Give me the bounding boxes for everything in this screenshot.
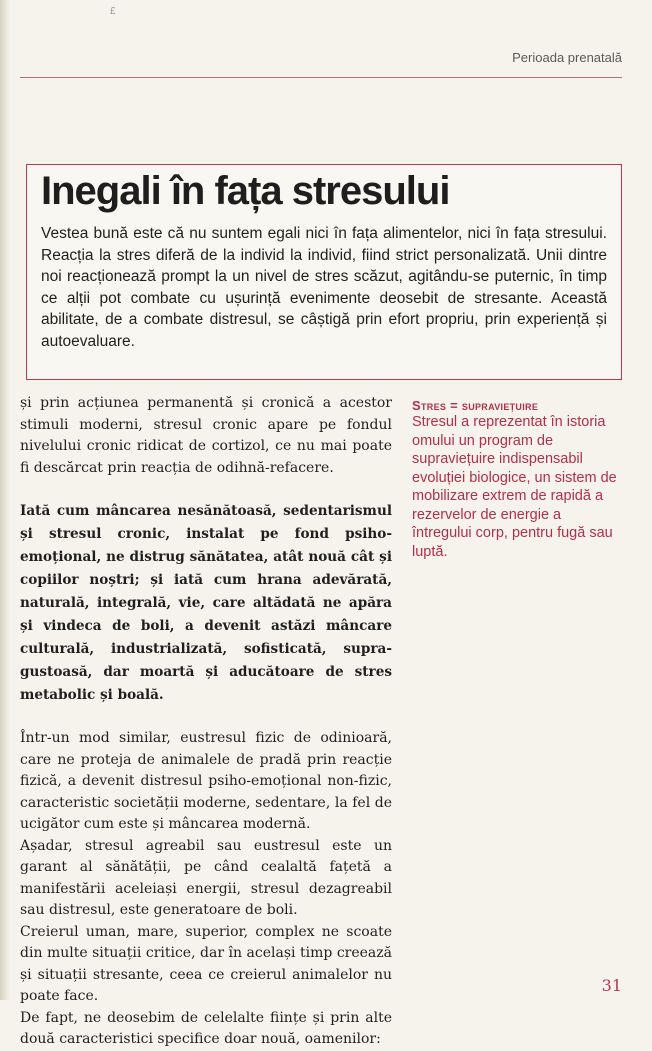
main-text-column <box>20 393 392 1051</box>
page-number: 31 <box>601 976 622 995</box>
paragraph-6: De fapt, ne deosebim de celelalte ființe și prin alte două caracteristici specifice doar nouă, oamenilor: <box>20 1009 392 1047</box>
page-edge <box>0 0 10 1000</box>
running-header: Perioada prenatală <box>512 50 622 65</box>
sidebar-note <box>412 398 622 561</box>
callout-body: Vestea bună este că nu suntem egali nici în fața alimentelor, nici în fața stresului. Reacția la stres diferă de la individ la individ, fiind strict personalizată. Unii dintre noi reacționează prompt la un nivel de stres scăzut, agitându-se puternic, în timp ce alții pot combate cu ușurință evenimente deosebit de stresante. Această abilitate, de a combate distresul, se câștigă prin efort propriu, prin experiență și autoevaluare. <box>41 225 607 350</box>
paragraph-5: Creierul uman, mare, superior, complex ne scoate din multe situații critice, dar în același timp creează și situații stresante, ceea ce creierul animalelor nu poate face. <box>20 923 392 1004</box>
callout-box <box>26 164 622 380</box>
sidebar-title: Stres = supraviețuire <box>412 398 539 413</box>
sidebar-body: Stresul a reprezentat în istoria omului un program de supraviețuire indispensabil evoluției biologice, un sistem de mobilizare extrem de rapidă a rezervelor de energie a întregului corp, pentru fugă sau luptă. <box>412 414 617 560</box>
paragraph-4: Așadar, stresul agreabil sau eustresul este un garant al sănătății, pe când cealaltă fațetă a manifestării aceleiași energii, stresul dezagreabil sau distresul, este generatoare de boli. <box>20 837 392 918</box>
paragraph-1: și prin acțiunea permanentă și cronică a acestor stimuli moderni, stresul cronic apare pe fondul nivelului cronic ridicat de cortizol, ce nu mai poate fi descărcat prin reacția de odihnă-refacere. <box>20 395 392 476</box>
corner-mark: £ <box>110 6 116 17</box>
paragraph-2-bold: Iată cum mâncarea nesănătoasă, sedentarismul și stresul cronic, instalat pe fond psiho-emoțional, ne distrug sănătatea, atât nouă cât și copiilor noștri; și iată cum hrana adevărată, naturală, integrală, vie, care altădată ne apăra și vindeca de boli, a devenit astăzi mâncare culturală, industrializată, sofisticată, supra-gustoasă, dar moartă și aducătoare de stres metabolic și boală. <box>20 503 392 703</box>
paragraph-3: Într-un mod similar, eustresul fizic de odinioară, care ne proteja de animalele de pradă prin reacție fizică, a devenit distresul psiho-emoțional non-fizic, caracteristic societății moderne, sedentare, la fel de ucigător cum este și mâncarea modernă. <box>20 730 392 832</box>
callout-title: Inegali în fața stresului <box>41 169 450 213</box>
header-rule <box>20 77 622 78</box>
